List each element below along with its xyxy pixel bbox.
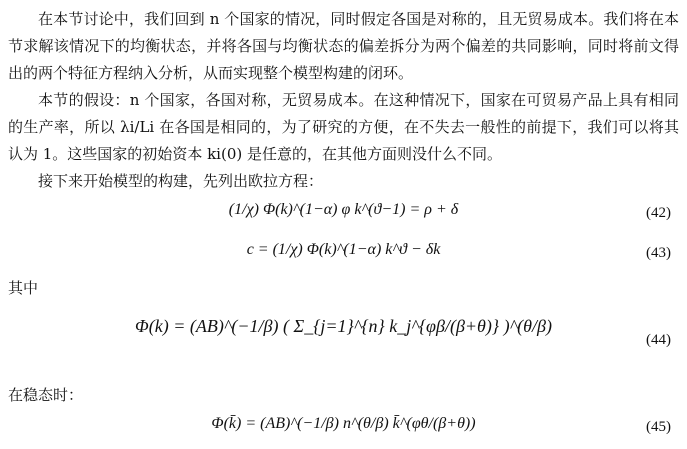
equation-43 xyxy=(8,235,679,275)
equation-45 xyxy=(8,409,679,449)
equation-45-math: Φ(k̄) = (AB)^(−1/β) n^(θ/β) k̄^(φθ/(β+θ)) xyxy=(211,415,476,432)
equation-42 xyxy=(8,195,679,235)
paragraph-intro: 在本节讨论中，我们回到 n 个国家的情况，同时假定各国是对称的，且无贸易成本。我们将在本节求解该情况下的均衡状态，并将各国与均衡状态的偏差拆分为两个偏差的共同影响，同时将前文得出的两个特征方程纳入分析，从而实现整个模型构建的闭环。 xyxy=(8,10,679,82)
equation-45-number: (45) xyxy=(646,419,671,435)
equation-44-number: (44) xyxy=(646,332,671,348)
equation-43-math: c = (1/χ) Φ(k)^(1−α) k^ϑ − δk xyxy=(246,241,441,258)
equation-42-number: (42) xyxy=(646,205,671,221)
equation-42-math: (1/χ) Φ(k)^(1−α) φ k^(ϑ−1) = ρ + δ xyxy=(228,201,459,218)
paragraph-model-start: 接下来开始模型的构建，先列出欧拉方程： xyxy=(38,172,324,190)
label-steady-state: 在稳态时： xyxy=(8,386,84,404)
equation-44 xyxy=(8,302,679,382)
paragraph-assumptions: 本节的假设：n 个国家，各国对称，无贸易成本。在这种情况下，国家在可贸易产品上具有相同的生产率，所以 λi/Li 在各国是相同的，为了研究的方便，在不失去一般性的前提下，我们可以将其认为 1。这些国家的初始资本 ki(0) 是任意的，在其他方面则没什么不同。 xyxy=(8,91,679,163)
equation-44-math: Φ(k) = (AB)^(−1/β) ( Σ_{j=1}^{n} k_j^{φβ/(β+θ)} )^(θ/β) xyxy=(135,316,552,336)
equation-43-number: (43) xyxy=(646,245,671,261)
label-where: 其中 xyxy=(8,279,39,297)
